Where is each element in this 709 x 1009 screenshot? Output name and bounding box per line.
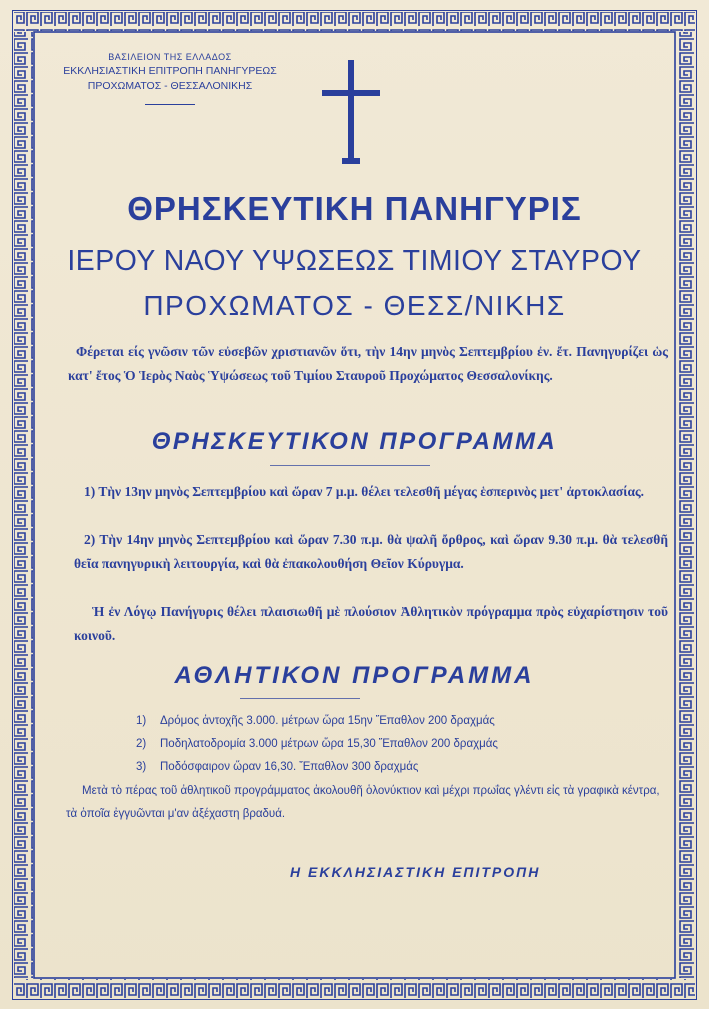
festival-note: Ἡ ἐν Λόγῳ Πανήγυρις θέλει πλαισιωθῆ μὲ πλούσιον Ἀθλητικὸν πρόγραμμα πρὸς εὐχαρίστησιν τοῦ κοινοῦ. bbox=[74, 604, 668, 643]
signature: Η ΕΚΚΛΗΣΙΑΣΤΙΚΗ ΕΠΙΤΡΟΠΗ bbox=[290, 864, 541, 880]
event-number: 1) bbox=[136, 715, 147, 727]
event-number: 2) bbox=[136, 738, 147, 750]
list-item bbox=[136, 733, 656, 756]
section-divider bbox=[240, 698, 360, 699]
church-title: ΙΕΡΟΥ ΝΑΟΥ ΥΨΩΣΕΩΣ ΤΙΜΙΟΥ ΣΤΑΥΡΟΥ bbox=[67, 245, 642, 277]
list-item bbox=[136, 710, 656, 733]
religious-item-2: 2) Τὴν 14ην μηνὸς Σεπτεμβρίου καὶ ὥραν 7.30 π.μ. θὰ ψαλῆ ὄρθρος, καὶ ὥραν 9.30 π.μ. θὰ τελεσθῆ θεῖα πανηγυρικὴ λειτουργία, καὶ θὰ ἐπακολουθήση Θεῖον Κύρυγμα. bbox=[74, 532, 668, 571]
place-title: ΠΡΟΧΩΜΑΤΟΣ - ΘΕΣΣ/ΝΙΚΗΣ bbox=[143, 290, 566, 321]
kingdom-line: ΒΑΣΙΛΕΙΟΝ ΤΗΣ ΕΛΛΑΔΟΣ bbox=[108, 52, 232, 62]
header-divider bbox=[145, 104, 195, 105]
list-item bbox=[136, 756, 656, 779]
event-text: Ποδόσφαιρον ὥραν 16,30. Ἔπαθλον 300 δραχμάς bbox=[160, 761, 419, 773]
intro-paragraph: Φέρεται είς γνῶσιν τῶν εὐσεβῶν χριστιανῶν ὅτι, τὴν 14ην μηνὸς Σεπτεμβρίου ἐν. ἔτ. Πανηγυρίζει ὡς κατ' ἔτος Ὁ Ἱερὸς Ναὸς Ὑψώσεως τοῦ Τιμίου Σταυροῦ Προχώματος Θεσσαλονίκης. bbox=[68, 344, 668, 383]
religious-program-title: ΘΡΗΣΚΕΥΤΙΚΟΝ ΠΡΟΓΡΑΜΜΑ bbox=[151, 428, 558, 455]
athletic-program-title: ΑΘΛΗΤΙΚΟΝ ΠΡΟΓΡΑΜΜΑ bbox=[174, 662, 535, 689]
issuer-header bbox=[40, 50, 300, 105]
event-text: Ποδηλατοδρομία 3.000 μέτρων ὥρα 15,30 Ἔπαθλον 200 δραχμάς bbox=[160, 738, 498, 750]
section-divider bbox=[270, 465, 430, 466]
event-number: 3) bbox=[136, 761, 147, 773]
poster-content bbox=[40, 40, 669, 970]
closing-paragraph: Μετὰ τὸ πέρας τοῦ ἀθλητικοῦ προγράμματος ἀκολουθῆ ὁλονύκτιον καὶ μέχρι πρωΐας γλέντι εἰς τὰ γραφικὰ κέντρα, τὰ ὁποῖα ἐγγυῶνται μ'αν ἀξέχαστη βραδυά. bbox=[66, 785, 660, 820]
main-title: ΘΡΗΣΚΕΥΤΙΚΗ ΠΑΝΗΓΥΡΙΣ bbox=[127, 190, 582, 227]
cross-icon bbox=[322, 60, 380, 164]
religious-item-1: 1) Τὴν 13ην μηνὸς Σεπτεμβρίου καὶ ὥραν 7 μ.μ. θέλει τελεσθῆ μέγας ἑσπερινὸς μετ' ἀρτοκλασίας. bbox=[84, 484, 645, 499]
location-line: ΠΡΟΧΩΜΑΤΟΣ - ΘΕΣΣΑΛΟΝΙΚΗΣ bbox=[87, 80, 253, 92]
event-text: Δρόμος ἀντοχῆς 3.000. μέτρων ὥρα 15ην Ἔπαθλον 200 δραχμάς bbox=[160, 715, 495, 727]
committee-line: ΕΚΚΛΗΣΙΑΣΤΙΚΗ ΕΠΙΤΡΟΠΗ ΠΑΝΗΓΥΡΕΩΣ bbox=[63, 65, 277, 77]
athletic-events-list bbox=[136, 710, 656, 779]
